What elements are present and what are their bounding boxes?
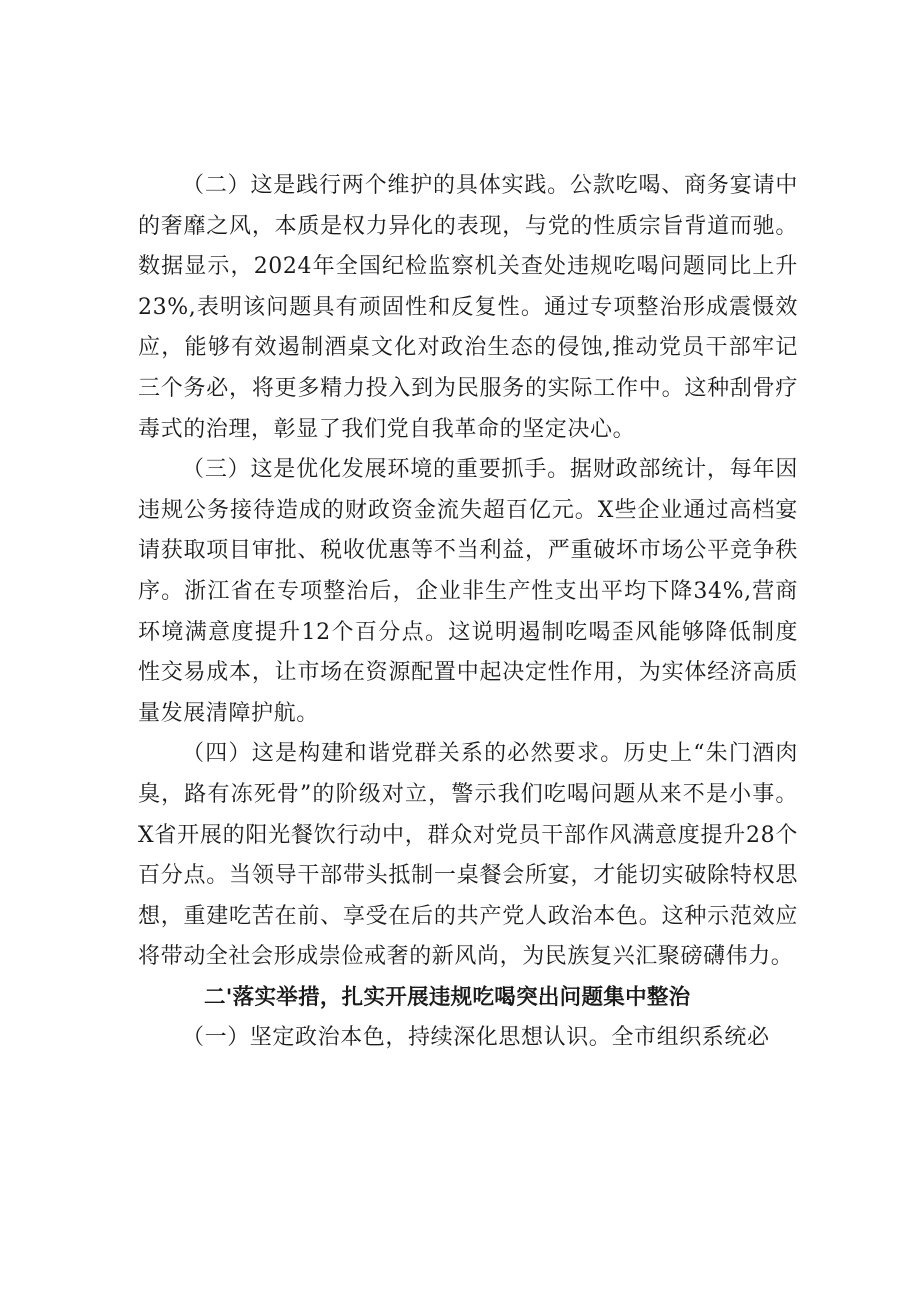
paragraph-section-2-item-1: （一）坚定政治本色，持续深化思想认识。全市组织系统必 — [182, 1025, 770, 1051]
section-heading: 二'落实举措，扎实开展违规吃喝突出问题集中整治 — [204, 984, 691, 1010]
paragraph-item-4: （四）这是构建和谐党群关系的必然要求。历史上“朱门酒肉臭，路有冻死骨”的阶级对立，警示我们吃喝问题从来不是小事。X省开展的阳光餐饮行动中，群众对党员干部作风满意度提升28个百分点。当领导干部带头抵制一桌餐会所宴，才能切实破除特权思想，重建吃苦在前、享受在后的共产党人政治本色。这种示范效应将带动全社会形成崇俭戒奢的新风尚，为民族复兴汇聚磅礴伟力。 — [138, 741, 798, 970]
paragraph-item-2: （二）这是践行两个维护的具体实践。公款吃喝、商务宴请中的奢靡之风，本质是权力异化的表现，与党的性质宗旨背道而驰。数据显示，2024年全国纪检监察机关查处违规吃喝问题同比上升23%,表明该问题具有顽固性和反复性。通过专项整治形成震慑效应，能够有效遏制酒桌文化对政治生态的侵蚀,推动党员干部牢记三个务必，将更多精力投入到为民服务的实际工作中。这种刮骨疗毒式的治理，彰显了我们党自我革命的坚定决心。 — [138, 173, 798, 442]
paragraph-item-3: （三）这是优化发展环境的重要抓手。据财政部统计，每年因违规公务接待造成的财政资金流失超百亿元。X些企业通过高档宴请获取项目审批、税收优惠等不当利益，严重破坏市场公平竞争秩序。浙江省在专项整治后，企业非生产性支出平均下降34%,营商环境满意度提升12个百分点。这说明遏制吃喝歪风能够降低制度性交易成本，让市场在资源配置中起决定性作用，为实体经济高质量发展清障护航。 — [138, 457, 798, 726]
document-body — [138, 166, 798, 1059]
